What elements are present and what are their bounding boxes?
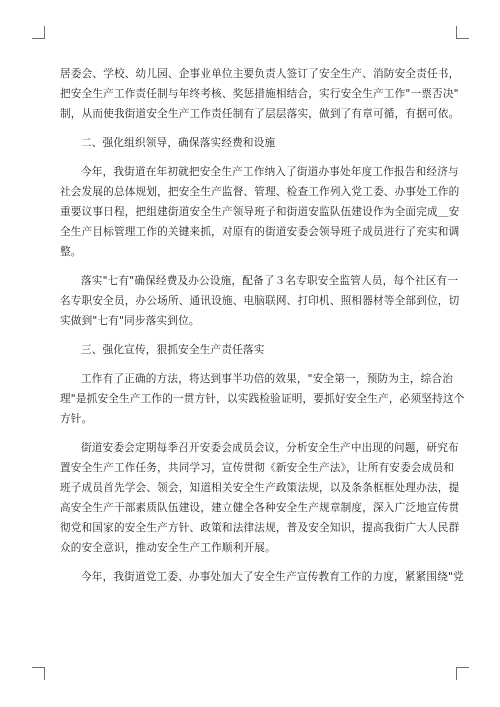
crop-mark-top-left [32,26,45,39]
text-line: 全生产目标管理工作的关键来抓，对原有的街道安委会领导班子成员进行了充实和调 [60,226,460,238]
text-line: 方针。 [60,413,93,425]
text-line: 名专职安全员，办公场所、通讯设施、电脑联网、打印机、照相器材等全部到位，切 [60,295,460,307]
text-line: 重要议事日程，把组建街道安全生产领导班子和街道安监队伍建设作为全面完成＿安 [60,206,460,218]
text-line: 置安全生产工作任务，共同学习，宣传贯彻《新安全生产法》，让所有安委会成员和 [60,462,455,474]
text-line: 工作有了正确的方法，将达到事半功倍的效果，"安全第一，预防为主，综合治 [81,373,454,385]
document-body [60,64,465,587]
text-line: 居委会、学校、幼儿园、企事业单位主要负责人签订了安全生产、消防安全责任书， [60,68,460,80]
text-line: 理"是抓安全生产工作的一贯方针，以实践检验证明，要抓好安全生产，必须坚持这个 [60,393,465,405]
section-heading: 二、强化组织领导，确保落实经费和设施 [81,137,276,149]
text-line: 今年，我街道在年初就把安全生产工作纳入了街道办事处年度工作报告和经济与 [81,166,459,178]
text-line: 把安全生产工作责任制与年终考核、奖惩措施相结合，实行安全生产工作"一票否决" [60,88,459,100]
crop-mark-top-right [456,26,469,39]
text-line: 班子成员首先学会、领会，知道相关安全生产政策法规，以及条条框框处理办法，提 [60,482,460,494]
text-line: 众的安全意识，推动安全生产工作顺利开展。 [60,542,276,554]
text-line: 社会发展的总体规划，把安全生产监督、管理、检查工作列入党工委、办事处工作的 [60,186,460,198]
text-line: 落实"七有"确保经费及办公设施，配备了３名专职安全监管人员，每个社区有一 [81,275,459,287]
text-line: 制，从而使我街道安全生产工作责任制有了层层落实，做到了有章可循，有据可依。 [60,108,460,120]
crop-mark-bottom-left [32,667,45,680]
text-line: 高安全生产干部素质队伍建设，建立健全各种安全生产规章制度，深入广泛地宣传贯 [60,502,460,514]
text-line: 今年，我街道党工委、办事处加大了安全生产宣传教育工作的力度，紧紧围绕"党 [81,571,464,583]
text-line: 整。 [60,246,82,258]
crop-mark-bottom-right [456,667,469,680]
text-line: 实做到"七有"同步落实到位。 [60,315,200,327]
text-line: 街道安委会定期每季召开安委会成员会议，分析安全生产中出现的问题，研究布 [81,442,459,454]
text-line: 彻党和国家的安全生产方针、政策和法律法规，普及安全知识，提高我街广大人民群 [60,522,460,534]
section-heading: 三、强化宣传，狠抓安全生产责任落实 [81,344,265,356]
